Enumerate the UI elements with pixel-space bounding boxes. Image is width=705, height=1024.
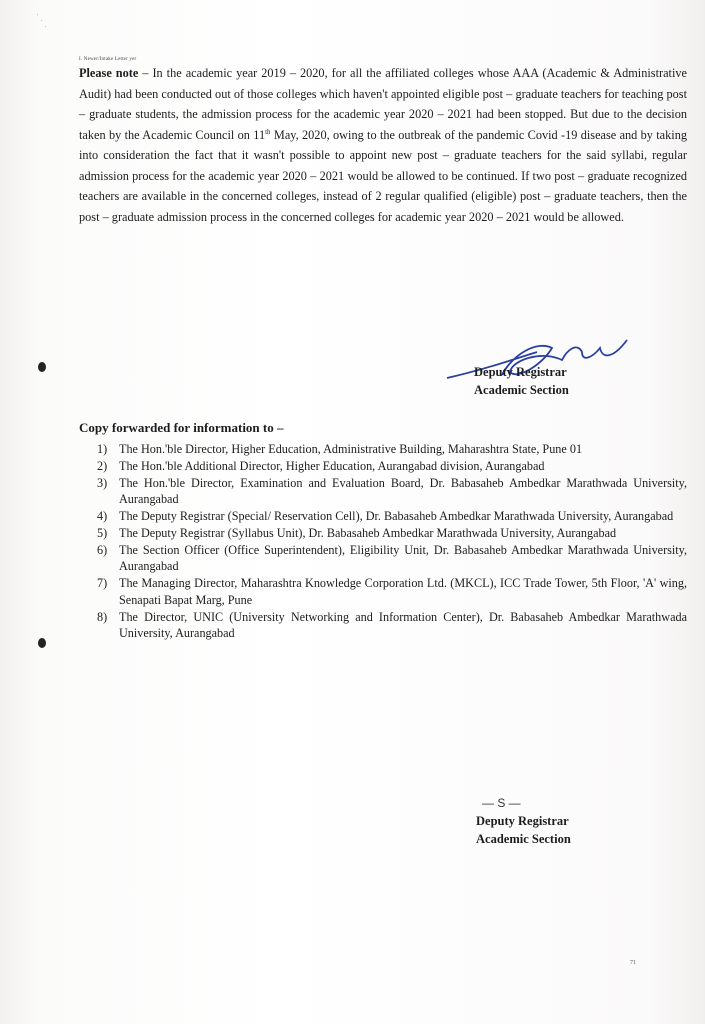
list-item (97, 508, 687, 524)
list-item (97, 525, 687, 541)
list-text: The Director, UNIC (University Networking and Information Center), Dr. Babasaheb Ambedkar Marathwada University, Aurangabad (119, 609, 687, 640)
list-text: The Hon.'ble Director, Examination and Evaluation Board, Dr. Babasaheb Ambedkar Marathwada University, Aurangabad (119, 475, 687, 507)
signatory-title: Deputy Registrar (476, 814, 569, 828)
recipient-list (97, 441, 687, 642)
list-text: The Managing Director, Maharashtra Knowledge Corporation Ltd. (MKCL), ICC Trade Tower, 5th Floor, 'A' wing, Senapati Bapat Marg, Pune (119, 576, 687, 607)
list-number: 5) (97, 526, 108, 541)
copy-forwarded-heading: Copy forwarded for information to – (79, 420, 284, 435)
list-number: 6) (97, 542, 108, 557)
list-item (97, 441, 687, 457)
signature-block-1 (474, 363, 569, 399)
page-number: 71 (630, 960, 636, 966)
list-text: The Hon.'ble Director, Higher Education, Administrative Building, Maharashtra State, Pune 01 (119, 442, 583, 456)
list-item (97, 609, 687, 642)
list-number: 7) (97, 576, 108, 591)
scan-specks: . . . (35, 12, 51, 30)
list-number: 2) (97, 458, 108, 473)
list-number: 3) (97, 475, 108, 490)
notice-lead: Please note (79, 66, 139, 80)
signature-block-2 (476, 812, 571, 848)
punch-hole (38, 638, 46, 648)
list-text: The Deputy Registrar (Special/ Reservation Cell), Dr. Babasaheb Ambedkar Marathwada University, Aurangabad (119, 509, 674, 524)
list-item (97, 458, 687, 474)
signatory-title: Deputy Registrar (474, 365, 567, 379)
notice-body: – In the academic year 2019 – 2020, for all the affiliated colleges whose AAA (Academic & Administrative Audit) had been conducted out of those colleges which haven't appointed eligible post – graduate teachers for teaching post – graduate students, the admission process for the academic year 2020 – 2021 had been stopped. But due to the decision taken by the Academic Council on 11 (79, 66, 687, 142)
list-item (97, 542, 687, 575)
list-text: The Hon.'ble Additional Director, Higher Education, Aurangabad division, Aurangabad (119, 458, 545, 473)
signatory-section: Academic Section (474, 383, 569, 397)
punch-hole (38, 362, 46, 372)
notice-sup: th (265, 127, 271, 136)
list-number: 8) (97, 609, 108, 624)
list-number: 4) (97, 509, 108, 524)
list-text: The Deputy Registrar (Syllabus Unit), Dr. Babasaheb Ambedkar Marathwada University, Aurangabad (119, 526, 617, 541)
header-note: I. Newer/Intake Letter yer (79, 57, 137, 62)
notice-body-2: May, 2020, owing to the outbreak of the pandemic Covid -19 disease and by taking into consideration the fact that it wasn't possible to appoint new post – graduate teachers for the said syllabi, regular admission process for the academic year 2020 – 2021 would be allowed to be continued. If two post – graduate recognized teachers are available in the concerned colleges, instead of 2 regular qualified (eligible) post – graduate teachers, then the post – graduate admission process in the concerned colleges for academic year 2020 – 2021 would be allowed. (79, 127, 687, 224)
list-item (97, 575, 687, 608)
signatory-section: Academic Section (476, 832, 571, 846)
notice-paragraph (79, 63, 687, 227)
list-text: The Section Officer (Office Superintendent), Eligibility Unit, Dr. Babasaheb Ambedkar Marathwada University, Aurangabad (119, 542, 687, 574)
list-number: 1) (97, 442, 108, 456)
signed-mark: — S — (482, 796, 521, 810)
list-item (97, 475, 687, 508)
